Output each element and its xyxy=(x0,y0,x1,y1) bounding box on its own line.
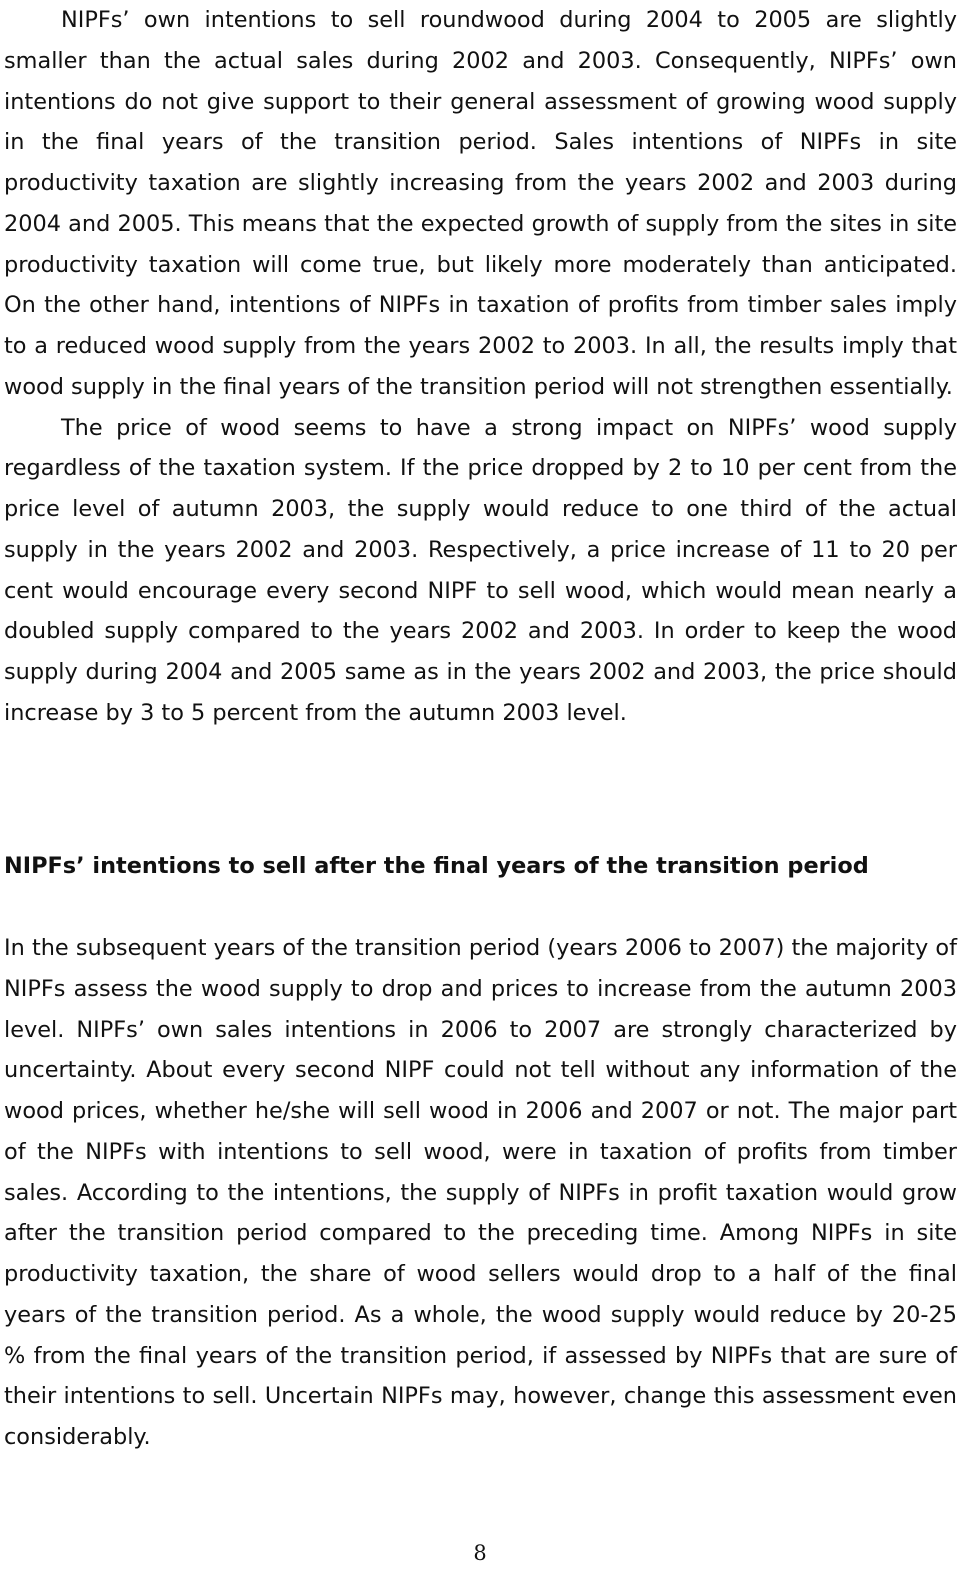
page-number: 8 xyxy=(473,1541,487,1565)
paragraph-price-impact: The price of wood seems to have a strong impact on NIPFs’ wood supply regardless of the taxation system. If the price dropped by 2 to 10 per cent from the price level of autumn 2003, the supply would reduce to one third of the actual supply in the years 2002 and 2003. Respectively, a price increase of 11 to 20 per cent would encourage every second NIPF to sell wood, which would mean nearly a doubled supply compared to the years 2002 and 2003. In order to keep the wood supply during 2004 and 2005 same as in the years 2002 and 2003, the price should increase by 3 to 5 percent from the autumn 2003 level. xyxy=(4,414,957,726)
paragraph-sales-intentions-2004-2005: NIPFs’ own intentions to sell roundwood during 2004 to 2005 are slightly smaller than the actual sales during 2002 and 2003. Consequently, NIPFs’ own intentions do not give support to their general assessment of growing wood supply in the final years of the transition period. Sales intentions of NIPFs in site productivity taxation are slightly increasing from the years 2002 and 2003 during 2004 and 2005. This means that the expected growth of supply from the sites in site productivity taxation will come true, but likely more moderately than anticipated. On the other hand, intentions of NIPFs in taxation of profits from timber sales imply to a reduced wood supply from the years 2002 to 2003. In all, the results imply that wood supply in the final years of the transition period will not strengthen essentially. xyxy=(4,7,957,400)
paragraph-intentions-after-transition: In the subsequent years of the transition period (years 2006 to 2007) the majority of NIPFs assess the wood supply to drop and prices to increase from the autumn 2003 level. NIPFs’ own sales intentions in 2006 to 2007 are strongly characterized by uncertainty. About every second NIPF could not tell without any information of the wood prices, whether he/she will sell wood in 2006 and 2007 or not. The major part of the NIPFs with intentions to sell wood, were in taxation of profits from timber sales. According to the intentions, the supply of NIPFs in profit taxation would grow after the transition period compared to the preceding time. Among NIPFs in site productivity taxation, the share of wood sellers would drop to a half of the final years of the transition period. As a whole, the wood supply would reduce by 20-25 % from the final years of the transition period, if assessed by NIPFs that are sure of their intentions to sell. Uncertain NIPFs may, however, change this assessment even considerably. xyxy=(4,935,957,1450)
section-heading: NIPFs’ intentions to sell after the final years of the transition period xyxy=(4,853,869,879)
document-page xyxy=(4,0,957,1450)
